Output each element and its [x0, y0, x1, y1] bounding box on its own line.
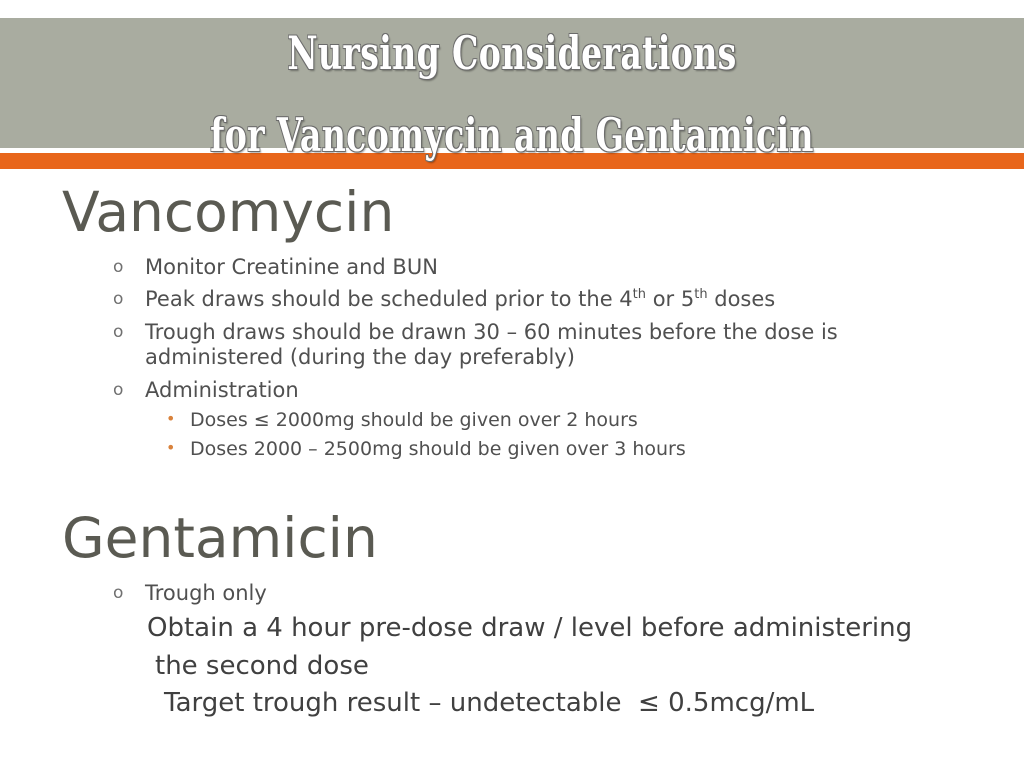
gentamicin-target-line: Target trough result – undetectable ≤ 0.5mcg/mL: [164, 688, 815, 718]
bullet-text: Trough only: [145, 581, 267, 605]
sub-bullet-marker: •: [166, 438, 176, 457]
slide-title-line-1: Nursing Considerations: [287, 26, 737, 80]
sub-bullet-marker: •: [166, 409, 176, 428]
slide-title-line-2: for Vancomycin and Gentamicin: [210, 108, 814, 162]
slide-title: [143, 12, 880, 176]
bullet-marker: o: [113, 322, 124, 342]
trough-line-2: administered (during the day preferably): [145, 345, 575, 369]
vancomycin-heading: Vancomycin: [62, 180, 395, 244]
bullet-marker: o: [113, 583, 124, 603]
bullet-marker: o: [113, 257, 124, 277]
gentamicin-draw-line: Obtain a 4 hour pre-dose draw / level before administering: [147, 613, 913, 643]
peak-text-mid: or 5: [646, 287, 695, 311]
sub-bullet-text: Doses 2000 – 2500mg should be given over 3 hours: [190, 438, 686, 460]
sub-bullet-text: Doses ≤ 2000mg should be given over 2 hours: [190, 409, 638, 431]
gentamicin-heading: Gentamicin: [62, 506, 378, 570]
bullet-text: Monitor Creatinine and BUN: [145, 255, 438, 279]
bullet-text: [145, 287, 945, 312]
bullet-text: [145, 320, 945, 370]
peak-text-pre: Peak draws should be scheduled prior to the 4: [145, 287, 633, 311]
peak-sup-1: th: [632, 287, 647, 302]
bullet-marker: o: [113, 289, 124, 309]
peak-sup-2: th: [694, 287, 708, 302]
bullet-marker: o: [113, 380, 124, 400]
gentamicin-second-dose-line: the second dose: [155, 651, 369, 681]
trough-line-1: Trough draws should be drawn 30 – 60 minutes before the dose is: [145, 320, 838, 344]
peak-text-post: doses: [707, 287, 776, 311]
bullet-text: Administration: [145, 378, 299, 402]
